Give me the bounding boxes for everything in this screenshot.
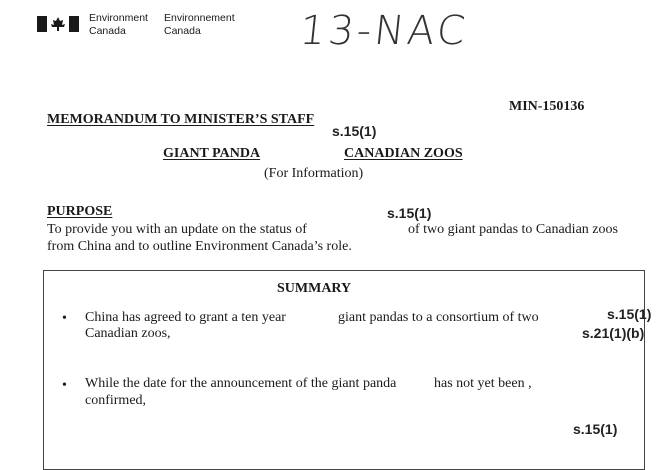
department-en-line1: Environment — [89, 12, 148, 24]
reference-number: MIN-150136 — [509, 99, 585, 114]
redaction-stamp-title: s.15(1) — [332, 123, 377, 139]
handwritten-annotation: 13-NAC — [297, 8, 471, 54]
maple-leaf-flag-icon — [37, 16, 79, 32]
purpose-heading: PURPOSE — [47, 204, 113, 219]
purpose-line1-right: of two giant pandas to Canadian zoos — [408, 222, 618, 237]
summary-bullet2-line2: confirmed, — [85, 393, 147, 408]
redaction-stamp-bottom: s.15(1) — [573, 421, 618, 437]
department-name-fr — [164, 12, 235, 38]
department-name-en — [89, 12, 148, 38]
summary-bullet2-line1-right: has not yet been , — [434, 376, 532, 391]
department-en-line2: Canada — [89, 25, 126, 37]
subject-right: CANADIAN ZOOS — [344, 146, 463, 161]
summary-bullet1-line1-right: giant pandas to a consortium of two — [338, 310, 539, 325]
redaction-stamp-summary-s15: s.15(1) — [607, 306, 652, 322]
redaction-stamp-summary-s21: s.21(1)(b) — [582, 325, 645, 341]
summary-bullet1-line1-left: China has agreed to grant a ten year — [85, 310, 286, 325]
bullet-1-marker: • — [62, 311, 67, 326]
summary-box — [43, 270, 645, 470]
department-fr-line1: Environnement — [164, 12, 235, 24]
memo-title: MEMORANDUM TO MINISTER’S STAFF — [47, 112, 315, 127]
for-information: (For Information) — [264, 166, 364, 181]
department-fr-line2: Canada — [164, 25, 201, 37]
purpose-line2: from China and to outline Environment Canada’s role. — [47, 239, 352, 254]
redaction-stamp-purpose: s.15(1) — [387, 205, 432, 221]
subject-left: GIANT PANDA — [163, 146, 261, 161]
bullet-2-marker: • — [62, 378, 67, 393]
summary-heading: SUMMARY — [277, 281, 352, 296]
canada-flag-logo — [37, 16, 79, 32]
summary-bullet2-line1-left: While the date for the announcement of the giant panda — [85, 376, 397, 391]
purpose-line1-left: To provide you with an update on the status of — [47, 222, 307, 237]
summary-bullet1-line2: Canadian zoos, — [85, 326, 171, 341]
